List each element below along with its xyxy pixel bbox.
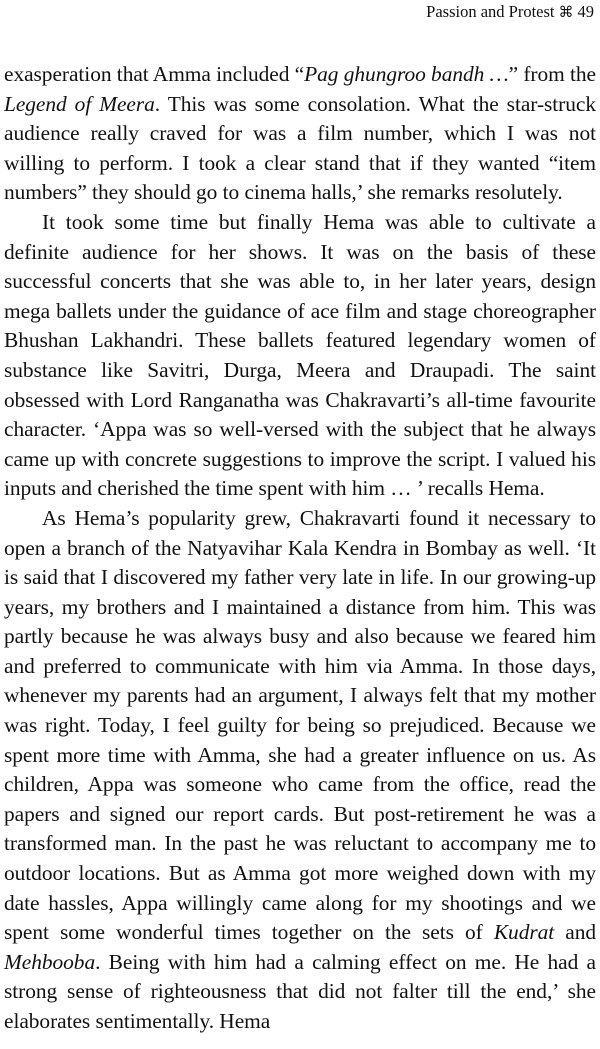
italic-text: Pag ghungroo bandh … — [304, 62, 509, 86]
text-run: ” from the — [508, 62, 596, 86]
italic-text: Kudrat — [493, 920, 555, 945]
page-number: 49 — [577, 2, 594, 21]
separator-icon: ⌘ — [558, 3, 574, 21]
paragraph — [4, 60, 596, 208]
paragraph — [4, 208, 596, 504]
text-run: It took some time but finally Hema was able to cultivate a definite audience for her shows. It was on the basis of these successful concerts that she was able to, in her later years, design mega ballets under the guidance of ace film and stage choreographer Bhushan Lakhandri. These ballets featured legendary women of substance like Savitri, Durga, Meera and Draupadi. The saint obsessed with Lord Ranganatha was Chakravarti’s all-time favourite character. ‘Appa was so well-versed with the subject that he always came up with concrete suggestions to improve the script. I valued his inputs and cherished the time spent with him … ’ recalls Hema. — [4, 209, 596, 501]
paragraph — [4, 504, 596, 1037]
text-run: and — [554, 920, 596, 945]
chapter-title: Passion and Protest — [426, 2, 555, 21]
text-run: . This was some consolation. What the star-struck audience really craved for was a film number, which I was not willing to perform. I took a clear stand that if they wanted “item numbers” they should go to cinema halls,’ she remarks resolutely. — [4, 91, 596, 205]
italic-text: Legend of Meera — [4, 91, 155, 116]
running-header — [426, 2, 594, 22]
text-run: . Being with him had a calming effect on me. He had a strong sense of righteousness that did not falter till the end,’ she elaborates sentimentally. Hema — [4, 949, 596, 1033]
text-run: exasperation that Amma included “ — [4, 62, 305, 86]
text-run: As Hema’s popularity grew, Chakravarti found it necessary to open a branch of the Natyavihar Kala Kendra in Bombay as well. ‘It is said that I discovered my father very late in life. In our growing-up years, my brothers and I maintained a distance from him. This was partly because he was always busy and also because we feared him and preferred to communicate with him via Amma. In those days, whenever my parents had an argument, I always felt that my mother was right. Today, I feel guilty for being so prejudiced. Because we spent more time with Amma, she had a greater influence on us. As children, Appa was someone who came from the office, read the papers and signed our report cards. But post-retirement he was a transformed man. In the past he was reluctant to accompany me to outdoor locations. But as Amma got more weighed down with my date hassles, Appa willingly came along for my shootings and we spent some wonderful times together on the sets of — [4, 505, 596, 945]
italic-text: Mehbooba — [4, 949, 96, 974]
body-text — [4, 60, 596, 1037]
